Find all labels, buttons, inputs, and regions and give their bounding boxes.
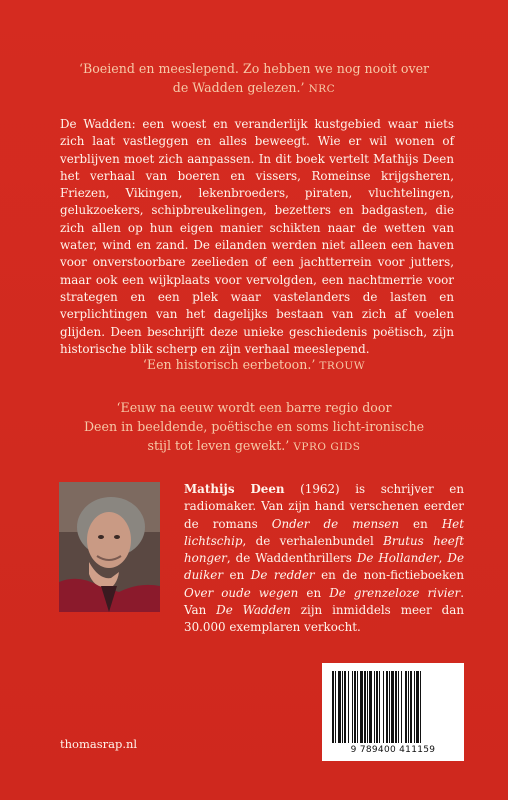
barcode-bar	[416, 671, 419, 743]
bio-title: De duiker	[184, 551, 464, 583]
bio-title: Het lichtschip	[184, 516, 464, 548]
barcode-bar	[369, 671, 372, 743]
barcode-bar	[344, 671, 346, 743]
bio-title: De grenzeloze rivier	[329, 585, 461, 600]
quote-trouw-source: TROUW	[319, 360, 366, 372]
barcode-bar	[342, 671, 343, 743]
barcode-bar	[401, 671, 402, 743]
isbn-barcode	[322, 663, 464, 761]
barcode-bar	[386, 671, 388, 743]
quote-trouw-text: ‘Een historisch eerbetoon.’	[142, 357, 316, 372]
barcode-bar	[357, 671, 358, 743]
barcode-bar	[352, 671, 353, 743]
author-name: Mathijs Deen	[184, 482, 285, 496]
barcode-bar	[408, 671, 409, 743]
barcode-bar	[332, 671, 334, 743]
barcode-bar	[364, 671, 366, 743]
barcode-icon	[322, 669, 464, 749]
bio-text: ,	[438, 551, 448, 566]
quote-trouw	[40, 355, 468, 376]
quote-nrc-line1: ‘Boeiend en meeslepend. Zo hebben we nog nooit over	[78, 61, 430, 76]
quote-nrc-line2: de Wadden gelezen.’	[172, 80, 305, 95]
quote-vpro-gids	[40, 398, 468, 457]
quote-vpro-line3: stijl tot leven gewekt.’	[147, 438, 290, 453]
bio-title: Onder de mensen	[271, 516, 399, 531]
bio-text: en	[399, 516, 442, 531]
bio-title: De Hollander	[356, 551, 439, 566]
barcode-bar	[391, 671, 394, 743]
bio-text: en	[223, 568, 251, 583]
author-portrait-photo	[59, 482, 160, 612]
bio-text: en de non-fictieboeken	[314, 568, 464, 583]
author-portrait-icon	[59, 482, 160, 612]
barcode-bar	[414, 671, 415, 743]
barcode-bar	[367, 671, 368, 743]
barcode-bar	[348, 671, 349, 743]
quote-vpro-line1: ‘Eeuw na eeuw wordt een barre regio door	[116, 400, 392, 415]
quote-nrc	[40, 59, 468, 99]
barcode-bar	[405, 671, 407, 743]
blurb-text	[60, 116, 454, 358]
bio-text: . Van	[184, 585, 464, 618]
quote-nrc-source: NRC	[308, 83, 336, 95]
bio-text: (1962) is schrijver en radiomaker. Van zijn hand verschenen eerder de romans	[184, 482, 464, 531]
barcode-bar	[410, 671, 412, 743]
bio-title: Over oude wegen	[184, 585, 299, 600]
barcode-bar	[398, 671, 399, 743]
bio-text: , de Waddenthrillers	[226, 551, 357, 566]
barcode-bar	[374, 671, 375, 743]
publisher-website: thomasrap.nl	[60, 737, 138, 751]
barcode-bar	[420, 671, 421, 743]
bio-text: en	[298, 585, 330, 600]
bio-title: De Wadden	[216, 603, 291, 618]
barcode-bar	[354, 671, 356, 743]
bio-title: De redder	[250, 568, 315, 583]
bio-title: Brutus heeft honger	[184, 533, 464, 566]
quote-vpro-source: VPRO GIDS	[293, 441, 361, 453]
barcode-bar	[395, 671, 397, 743]
barcode-bar	[389, 671, 390, 743]
barcode-bar	[338, 671, 341, 743]
barcode-number: 9 789400 411159	[350, 745, 436, 755]
blurb-paragraph: De Wadden: een woest en veranderlijk kustgebied waar niets zich laat vastleggen en alles beweegt. Wie er wil wonen of verblijven moet zich aanpassen. In dit boek vertelt Mathijs Deen het verhaal van boeren en vissers, Romeinse krijgsheren, Friezen, Vikingen, lekenbroeders, piraten, vluchtelingen, gelukzoekers, schipbreukelingen, bezetters en badgasten, die zich allen op hun eigen manier schikten naar de wetten van water, wind en zand. De eilanden werden niet alleen een haven voor onverstoorbare zeelieden of een jachtterrein voor jutters, maar ook een wijkplaats voor vervolgden, een nachtmerrie voor strategen en een plek waar vastelanders de lasten en verplichtingen van het dagelijks bestaan van zich af voelen glijden. Deen beschrijft deze unieke geschiedenis poëtisch, zijn historische blik scherp en zijn verhaal meeslepend.	[60, 117, 454, 356]
quote-vpro-line2: Deen in beeldende, poëtische en soms licht-ironische	[83, 419, 425, 434]
barcode-bar	[379, 671, 380, 743]
barcode-bar	[335, 671, 336, 743]
bio-text: , de verhalenbundel	[242, 533, 384, 548]
bio-text: zijn inmiddels meer dan 30.000 exemplaren verkocht.	[184, 603, 464, 635]
author-bio	[184, 481, 464, 637]
barcode-bar	[383, 671, 384, 743]
barcode-bar	[376, 671, 378, 743]
barcode-bar	[360, 671, 363, 743]
